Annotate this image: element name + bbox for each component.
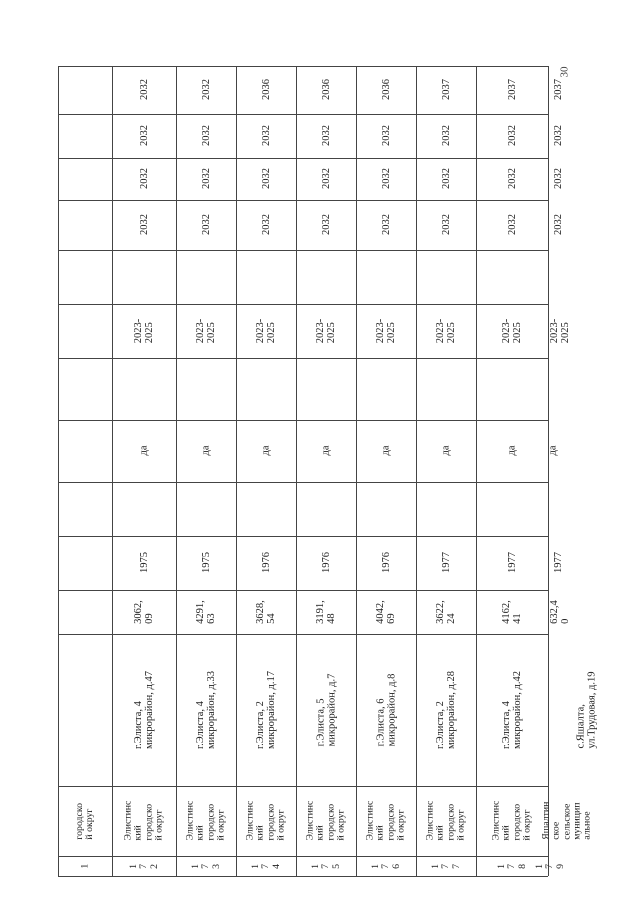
cell-y2 [176, 158, 236, 200]
cell-y2-text: 2032 [506, 168, 518, 190]
cell-index-text: 1 7 6 [369, 863, 402, 869]
cell-flag [236, 420, 296, 482]
cell-y4-text: 2036 [260, 79, 272, 101]
cell-period-text: 2023- 2025 [434, 318, 457, 344]
cell-address-text: г.Элиста, 6 микрорайон, д.8 [374, 673, 398, 747]
cell-municipality-text: Элистинс кий городско й округ [122, 801, 165, 841]
cell-address [112, 634, 176, 786]
cell-y1 [548, 200, 569, 250]
cell-address [416, 634, 476, 786]
cell-y2 [356, 158, 416, 200]
cell-y3-text: 2032 [552, 125, 564, 147]
cell-y2-text: 2032 [380, 168, 392, 190]
cell-period [236, 304, 296, 358]
table-column-border [58, 358, 548, 359]
cell-y3-text: 2032 [380, 125, 392, 147]
cell-address [176, 634, 236, 786]
cell-y2-text: 2032 [138, 168, 150, 190]
cell-year-text: 1976 [320, 552, 332, 574]
cell-period [356, 304, 416, 358]
cell-flag [416, 420, 476, 482]
cell-address [296, 634, 356, 786]
cell-area-text: 4162, 41 [500, 600, 523, 624]
cell-flag-text: да [506, 445, 518, 456]
cell-y2 [296, 158, 356, 200]
cell-index-text: 1 7 4 [249, 863, 282, 869]
cell-y4-text: 2036 [320, 79, 332, 101]
cell-index-text: 1 7 9 [534, 863, 566, 869]
cell-y1 [476, 200, 548, 250]
cell-y3 [236, 114, 296, 158]
cell-address-text: с.Яшалта, ул.Трудовая, д.19 [575, 671, 598, 749]
cell-index [236, 856, 296, 876]
cell-flag [112, 420, 176, 482]
cell-y4 [112, 66, 176, 114]
cell-y1-text: 2032 [200, 214, 212, 236]
cell-y1 [416, 200, 476, 250]
cell-y1-text: 2032 [260, 214, 272, 236]
cell-period [476, 304, 548, 358]
cell-y3 [176, 114, 236, 158]
cell-year [356, 536, 416, 590]
cell-y2-text: 2032 [552, 168, 564, 190]
cell-y3-text: 2032 [138, 125, 150, 147]
cell-y2-text: 2032 [320, 168, 332, 190]
cell-year [548, 536, 569, 590]
cell-y1 [236, 200, 296, 250]
cell-year-text: 1975 [200, 552, 212, 574]
cell-area [476, 590, 548, 634]
cell-y3 [356, 114, 416, 158]
cell-y4-text: 2037 [552, 79, 564, 101]
cell-flag-text: да [547, 445, 559, 456]
cell-year-text: 1977 [552, 552, 564, 574]
cell-y4-text: 2032 [200, 79, 212, 101]
cell-y2-text: 2032 [260, 168, 272, 190]
cell-area [236, 590, 296, 634]
cell-y3 [476, 114, 548, 158]
cell-y2-text: 2032 [200, 168, 212, 190]
cell-area-text: 632,4 0 [548, 600, 571, 624]
cell-municipality-text: Элистинс кий городско й округ [184, 801, 227, 841]
table-row-border [58, 66, 59, 876]
cell-address [476, 634, 548, 786]
cell-index-text: 1 7 7 [429, 863, 462, 869]
cell-period-text: 2023- 2025 [374, 318, 397, 344]
cell-area [296, 590, 356, 634]
cell-index [296, 856, 356, 876]
cell-year [176, 536, 236, 590]
cell-address [548, 634, 625, 786]
cell-address [356, 634, 416, 786]
cell-address-text: г.Элиста, 4 микрорайон, д.42 [500, 671, 524, 749]
cell-flag-text: да [200, 445, 212, 456]
cell-index-text: 1 7 2 [127, 863, 160, 869]
cell-flag [356, 420, 416, 482]
cell-year-text: 1977 [506, 552, 518, 574]
cell-y3 [112, 114, 176, 158]
cell-period-text: 2023- 2025 [500, 318, 523, 344]
cell-area [176, 590, 236, 634]
cell-year [416, 536, 476, 590]
cell-period [112, 304, 176, 358]
cell-index [416, 856, 476, 876]
cell-y2 [416, 158, 476, 200]
cell-municipality [540, 786, 593, 856]
table-column-border [58, 482, 548, 483]
cell-municipality [176, 786, 236, 856]
cell-y2 [112, 158, 176, 200]
cell-y2 [236, 158, 296, 200]
cell-y1-text: 2032 [380, 214, 392, 236]
cell-y4-text: 2037 [440, 79, 452, 101]
cell-flag [548, 420, 558, 482]
cell-index-text: 1 [78, 863, 90, 869]
cell-area-text: 3062, 09 [132, 600, 155, 624]
cell-y2 [476, 158, 548, 200]
cell-address [236, 634, 296, 786]
cell-y1-text: 2032 [138, 214, 150, 236]
cell-municipality-text: Элистинс кий городско й округ [490, 801, 533, 841]
cell-flag-text: да [320, 445, 332, 456]
cell-period-text: 2023- 2025 [254, 318, 277, 344]
cell-index [58, 856, 112, 876]
cell-y3 [548, 114, 569, 158]
cell-y1 [112, 200, 176, 250]
cell-municipality [112, 786, 176, 856]
cell-y1-text: 2032 [440, 214, 452, 236]
cell-index [112, 856, 176, 876]
cell-municipality [296, 786, 356, 856]
cell-index-text: 1 7 5 [309, 863, 342, 869]
cell-area [356, 590, 416, 634]
cell-period [416, 304, 476, 358]
cell-y4 [236, 66, 296, 114]
cell-address-text: г.Элиста, 5 микрорайон, д.7 [314, 673, 338, 747]
cell-area-text: 4291, 63 [194, 600, 217, 624]
cell-period-text: 2023- 2025 [194, 318, 217, 344]
table-column-border [58, 876, 548, 877]
cell-y3-text: 2032 [506, 125, 518, 147]
cell-year-text: 1977 [440, 552, 452, 574]
cell-year [236, 536, 296, 590]
cell-municipality-text: Элистинс кий городско й округ [364, 801, 407, 841]
cell-period-text: 2023- 2025 [314, 318, 337, 344]
cell-address-text: г.Элиста, 4 микрорайон, д.33 [194, 671, 218, 749]
cell-flag [476, 420, 548, 482]
cell-flag-text: да [260, 445, 272, 456]
cell-year [476, 536, 548, 590]
cell-y3 [296, 114, 356, 158]
page-number: 30 [558, 66, 571, 78]
cell-y4 [296, 66, 356, 114]
cell-flag-text: да [138, 445, 150, 456]
cell-year [296, 536, 356, 590]
cell-y3-text: 2032 [260, 125, 272, 147]
cell-area-text: 3191, 48 [314, 600, 337, 624]
cell-index [356, 856, 416, 876]
cell-municipality [356, 786, 416, 856]
cell-municipality-text: Яшалтин ское сельское муницип альное [540, 801, 593, 841]
cell-y4 [176, 66, 236, 114]
cell-y4-text: 2036 [380, 79, 392, 101]
cell-year-text: 1975 [138, 552, 150, 574]
cell-flag-text: да [440, 445, 452, 456]
cell-address-text: г.Элиста, 2 микрорайон, д.28 [434, 671, 458, 749]
cell-index-text: 1 7 3 [189, 863, 222, 869]
cell-y4 [356, 66, 416, 114]
cell-y1-text: 2032 [506, 214, 518, 236]
cell-municipality-text: Элистинс кий городско й округ [424, 801, 467, 841]
cell-y3 [416, 114, 476, 158]
cell-area-text: 3622, 24 [434, 600, 457, 624]
cell-year [112, 536, 176, 590]
cell-period [176, 304, 236, 358]
cell-municipality [416, 786, 476, 856]
cell-y3-text: 2032 [320, 125, 332, 147]
cell-y2 [548, 158, 569, 200]
cell-area [112, 590, 176, 634]
cell-year-text: 1976 [260, 552, 272, 574]
cell-flag [176, 420, 236, 482]
cell-y1 [356, 200, 416, 250]
cell-municipality [236, 786, 296, 856]
cell-municipality [58, 786, 112, 856]
cell-y3-text: 2032 [200, 125, 212, 147]
cell-y1-text: 2032 [552, 214, 564, 236]
cell-period-text: 2023- 2025 [132, 318, 155, 344]
cell-y2-text: 2032 [440, 168, 452, 190]
cell-y4-text: 2037 [506, 79, 518, 101]
cell-index-text: 1 7 8 [495, 863, 528, 869]
cell-period [548, 304, 573, 358]
cell-municipality-text: городско й округ [73, 802, 95, 840]
cell-y4 [416, 66, 476, 114]
cell-index [534, 856, 566, 876]
cell-y4 [476, 66, 548, 114]
cell-municipality-text: Элистинс кий городско й округ [244, 801, 287, 841]
cell-area-text: 3628, 54 [254, 600, 277, 624]
cell-y1 [296, 200, 356, 250]
cell-address-text: г.Элиста, 4 микрорайон, д.47 [132, 671, 156, 749]
cell-y4-text: 2032 [138, 79, 150, 101]
cell-area [416, 590, 476, 634]
table-column-border [58, 250, 548, 251]
cell-y1 [176, 200, 236, 250]
cell-index [176, 856, 236, 876]
cell-municipality [476, 786, 548, 856]
cell-area [548, 590, 572, 634]
cell-y1-text: 2032 [320, 214, 332, 236]
cell-period [296, 304, 356, 358]
cell-y3-text: 2032 [440, 125, 452, 147]
cell-flag-text: да [380, 445, 392, 456]
cell-address-text: г.Элиста, 2 микрорайон, д.17 [254, 671, 278, 749]
cell-municipality-text: Элистинс кий городско й округ [304, 801, 347, 841]
cell-flag [296, 420, 356, 482]
cell-year-text: 1976 [380, 552, 392, 574]
cell-period-text: 2023- 2025 [549, 318, 572, 344]
cell-area-text: 4042, 69 [374, 600, 397, 624]
